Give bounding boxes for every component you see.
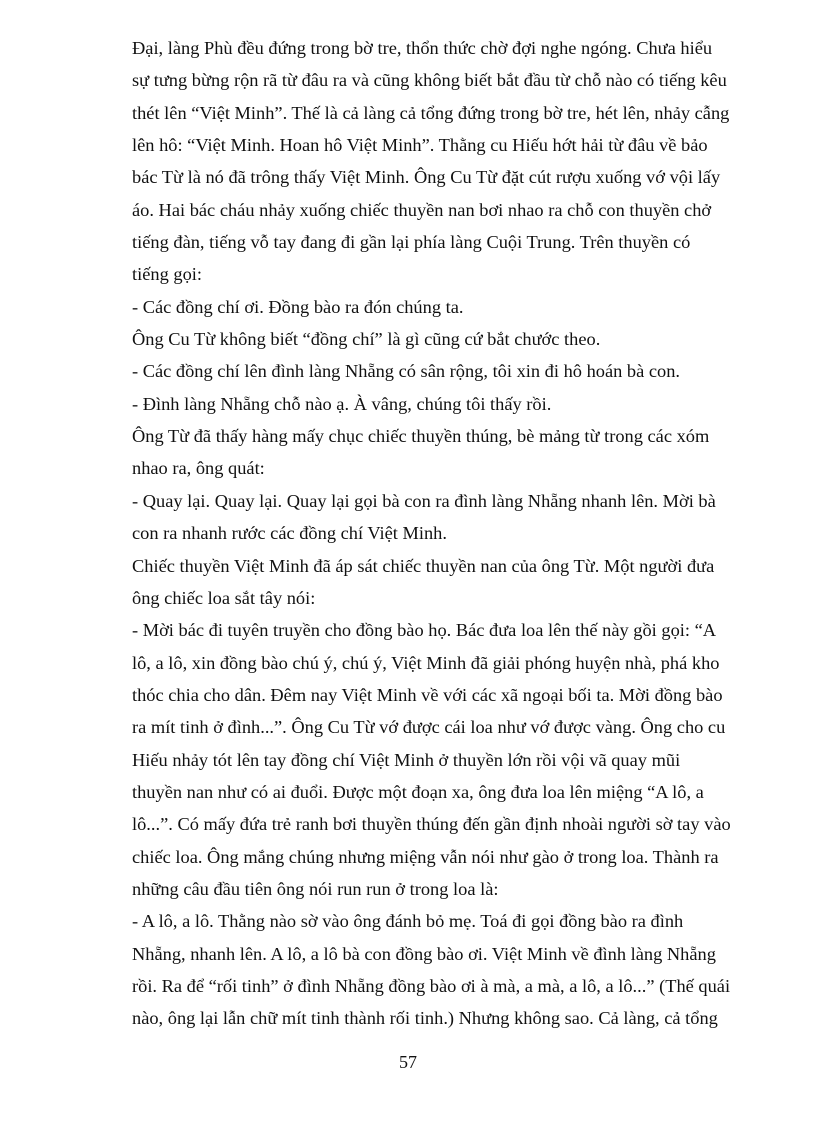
text-line: - Các đồng chí ơi. Đồng bào ra đón chúng ta.: [132, 296, 464, 317]
text-line: bác Từ là nó đã trông thấy Việt Minh. Ông Cu Từ đặt cút rượu xuống vớ vội lấy: [132, 167, 721, 188]
text-line: lên hô: “Việt Minh. Hoan hô Việt Minh”. Thằng cu Hiếu hớt hải từ đâu về bảo: [132, 135, 708, 156]
text-line: sự tưng bừng rộn rã từ đâu ra và cũng không biết bắt đầu từ chỗ nào có tiếng kêu: [132, 70, 727, 91]
text-line: thét lên “Việt Minh”. Thế là cả làng cả tổng đứng trong bờ tre, hét lên, nhảy cẫng: [132, 102, 730, 123]
text-line: - Mời bác đi tuyên truyền cho đồng bào họ. Bác đưa loa lên thế này gồi gọi: “A: [132, 620, 717, 641]
text-line: - Các đồng chí lên đình làng Nhẵng có sân rộng, tôi xin đi hô hoán bà con.: [132, 361, 681, 382]
body-text: [132, 32, 782, 1035]
text-line: ra mít tinh ở đình...”. Ông Cu Từ vớ được cái loa như vớ được vàng. Ông cho cu: [132, 717, 726, 738]
text-line: rồi. Ra để “rối tinh” ở đình Nhẵng đồng bào ơi à mà, a mà, a lô, a lô...” (Thế quái: [132, 975, 731, 996]
text-line: - Đình làng Nhẵng chỗ nào ạ. À vâng, chúng tôi thấy rồi.: [132, 393, 552, 414]
text-line: ông chiếc loa sắt tây nói:: [132, 587, 316, 608]
text-line: tiếng gọi:: [132, 264, 202, 285]
text-line: Đại, làng Phù đều đứng trong bờ tre, thổn thức chờ đợi nghe ngóng. Chưa hiểu: [132, 38, 713, 58]
text-line: thuyền nan như có ai đuổi. Được một đoạn xa, ông đưa loa lên miệng “A lô, a: [132, 781, 704, 802]
page-number: 57: [399, 1052, 417, 1072]
text-line: những câu đầu tiên ông nói run run ở trong loa là:: [132, 878, 499, 899]
text-line: Chiếc thuyền Việt Minh đã áp sát chiếc thuyền nan của ông Từ. Một người đưa: [132, 555, 715, 576]
text-line: áo. Hai bác cháu nhảy xuống chiếc thuyền nan bơi nhao ra chỗ con thuyền chở: [132, 199, 712, 220]
text-line: lô...”. Có mấy đứa trẻ ranh bơi thuyền thúng đến gần định nhoài người sờ tay vào: [132, 814, 731, 835]
text-line: chiếc loa. Ông mắng chúng nhưng miệng vẫn nói như gào ở trong loa. Thành ra: [132, 846, 719, 867]
text-line: Ông Từ đã thấy hàng mấy chục chiếc thuyền thúng, bè mảng từ trong các xóm: [132, 426, 710, 447]
text-line: - Quay lại. Quay lại. Quay lại gọi bà con ra đình làng Nhẵng nhanh lên. Mời bà: [132, 490, 716, 511]
text-line: nào, ông lại lẫn chữ mít tinh thành rối tinh.) Nhưng không sao. Cả làng, cả tổng: [132, 1008, 718, 1029]
text-line: nhao ra, ông quát:: [132, 458, 265, 479]
text-line: Ông Cu Từ không biết “đồng chí” là gì cũng cứ bắt chước theo.: [132, 329, 601, 350]
text-line: Nhẵng, nhanh lên. A lô, a lô bà con đồng bào ơi. Việt Minh về đình làng Nhẵng: [132, 943, 716, 964]
text-line: - A lô, a lô. Thằng nào sờ vào ông đánh bỏ mẹ. Toá đi gọi đồng bào ra đình: [132, 911, 684, 932]
text-line: con ra nhanh rước các đồng chí Việt Minh.: [132, 523, 447, 544]
text-line: tiếng đàn, tiếng vỗ tay đang đi gần lại phía làng Cuội Trung. Trên thuyền có: [132, 232, 691, 253]
text-line: Hiếu nhảy tót lên tay đồng chí Việt Minh ở thuyền lớn rồi vội vã quay mũi: [132, 749, 681, 770]
text-line: thóc chia cho dân. Đêm nay Việt Minh về với các xã ngoại bối ta. Mời đồng bào: [132, 684, 723, 705]
text-line: lô, a lô, xin đồng bào chú ý, chú ý, Việt Minh đã giải phóng huyện nhà, phá kho: [132, 652, 720, 673]
